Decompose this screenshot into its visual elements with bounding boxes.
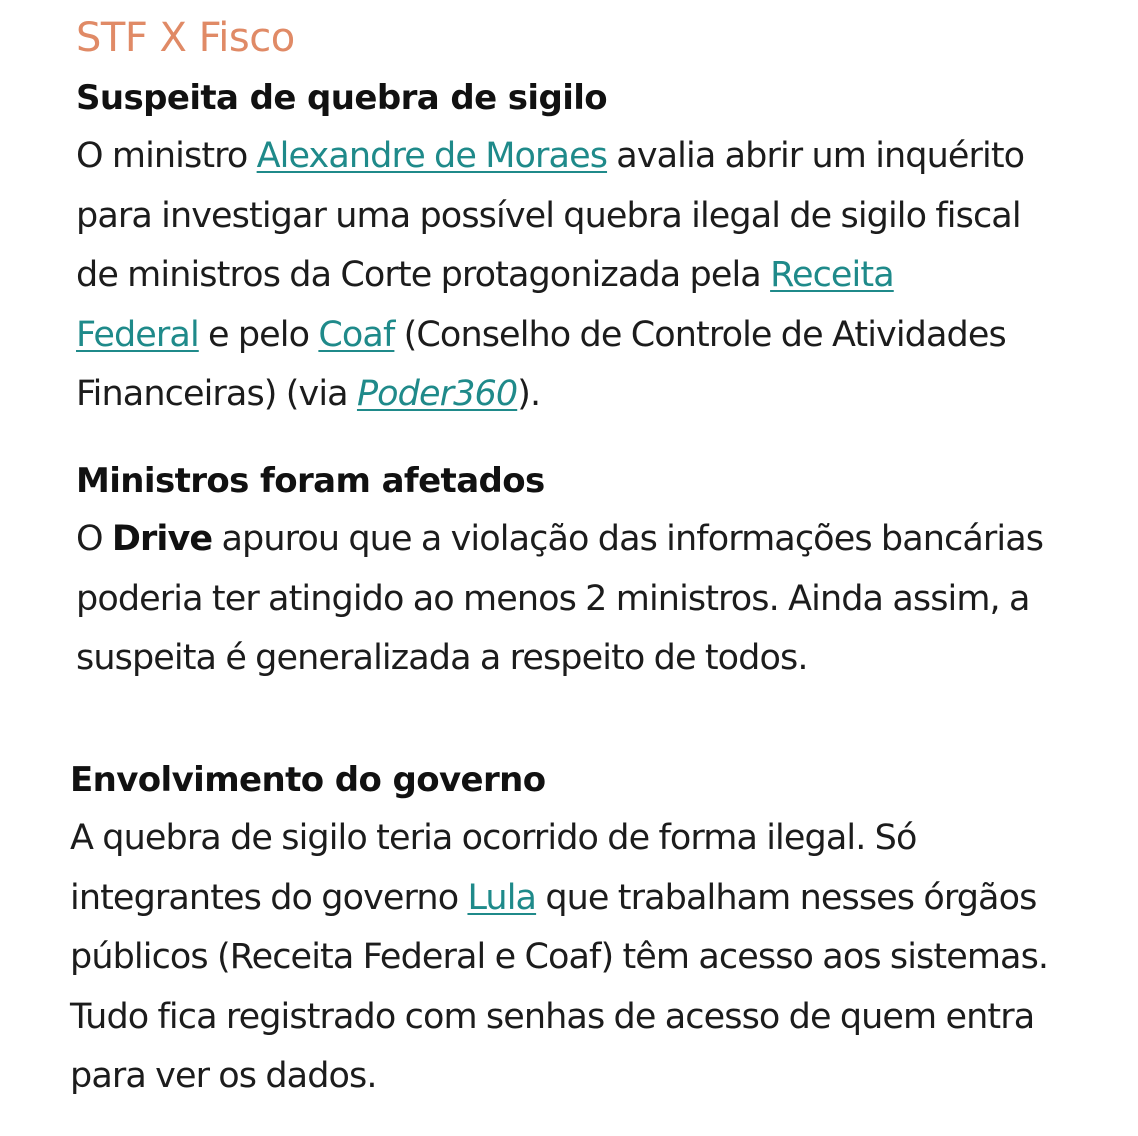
text-run: e pelo [198,314,319,355]
section-paragraph [76,510,1076,689]
section-heading: Envolvimento do governo [70,760,546,800]
section-suspeita [76,76,1076,425]
link-alexandre-de-moraes[interactable]: Alexandre de Moraes [256,136,608,176]
text-run: Financeiras) (via [76,374,357,414]
section-paragraph [76,127,1076,425]
section-ministros [76,459,1076,689]
paragraph-line [76,510,1076,570]
link-receita-federal-cont[interactable]: Federal [76,314,199,355]
section-kicker: STF X Fisco [76,15,295,61]
section-heading: Suspeita de quebra de sigilo [76,78,608,118]
paragraph-line [76,365,1076,425]
text-run: apurou que a violação das informações bancárias [212,519,1044,559]
paragraph-line [70,869,1070,929]
link-poder360[interactable]: Poder360 [356,374,518,414]
paragraph-line: para investigar uma possível quebra ilegal de sigilo fiscal [76,195,1021,236]
section-paragraph [70,809,1070,1107]
paragraph-line: A quebra de sigilo teria ocorrido de forma ilegal. Só [70,818,917,858]
paragraph-line [76,246,1076,306]
section-heading: Ministros foram afetados [76,461,545,501]
text-run: O [76,519,112,559]
paragraph-line [76,306,1076,366]
text-run: que trabalham nesses órgãos [536,877,1037,918]
text-run: ). [517,374,541,414]
section-envolvimento [70,758,1070,1107]
text-run: integrantes do governo [70,877,468,918]
link-receita-federal[interactable]: Receita [770,255,894,295]
text-run: avalia abrir um inquérito [607,136,1025,176]
paragraph-line: Tudo fica registrado com senhas de acesso de quem entra [70,996,1035,1037]
text-run: de ministros da Corte protagonizada pela [76,255,771,295]
paragraph-line: para ver os dados. [70,1056,377,1096]
link-lula[interactable]: Lula [467,877,537,918]
text-run: O ministro [76,136,257,176]
paragraph-line: públicos (Receita Federal e Coaf) têm acesso aos sistemas. [70,937,1049,977]
bold-drive: Drive [111,519,213,559]
paragraph-line [76,127,1076,187]
text-run: (Conselho de Controle de Atividades [394,314,1006,355]
paragraph-line: poderia ter atingido ao menos 2 ministros. Ainda assim, a [76,578,1030,619]
link-coaf[interactable]: Coaf [318,314,395,355]
paragraph-line: suspeita é generalizada a respeito de todos. [76,638,808,678]
